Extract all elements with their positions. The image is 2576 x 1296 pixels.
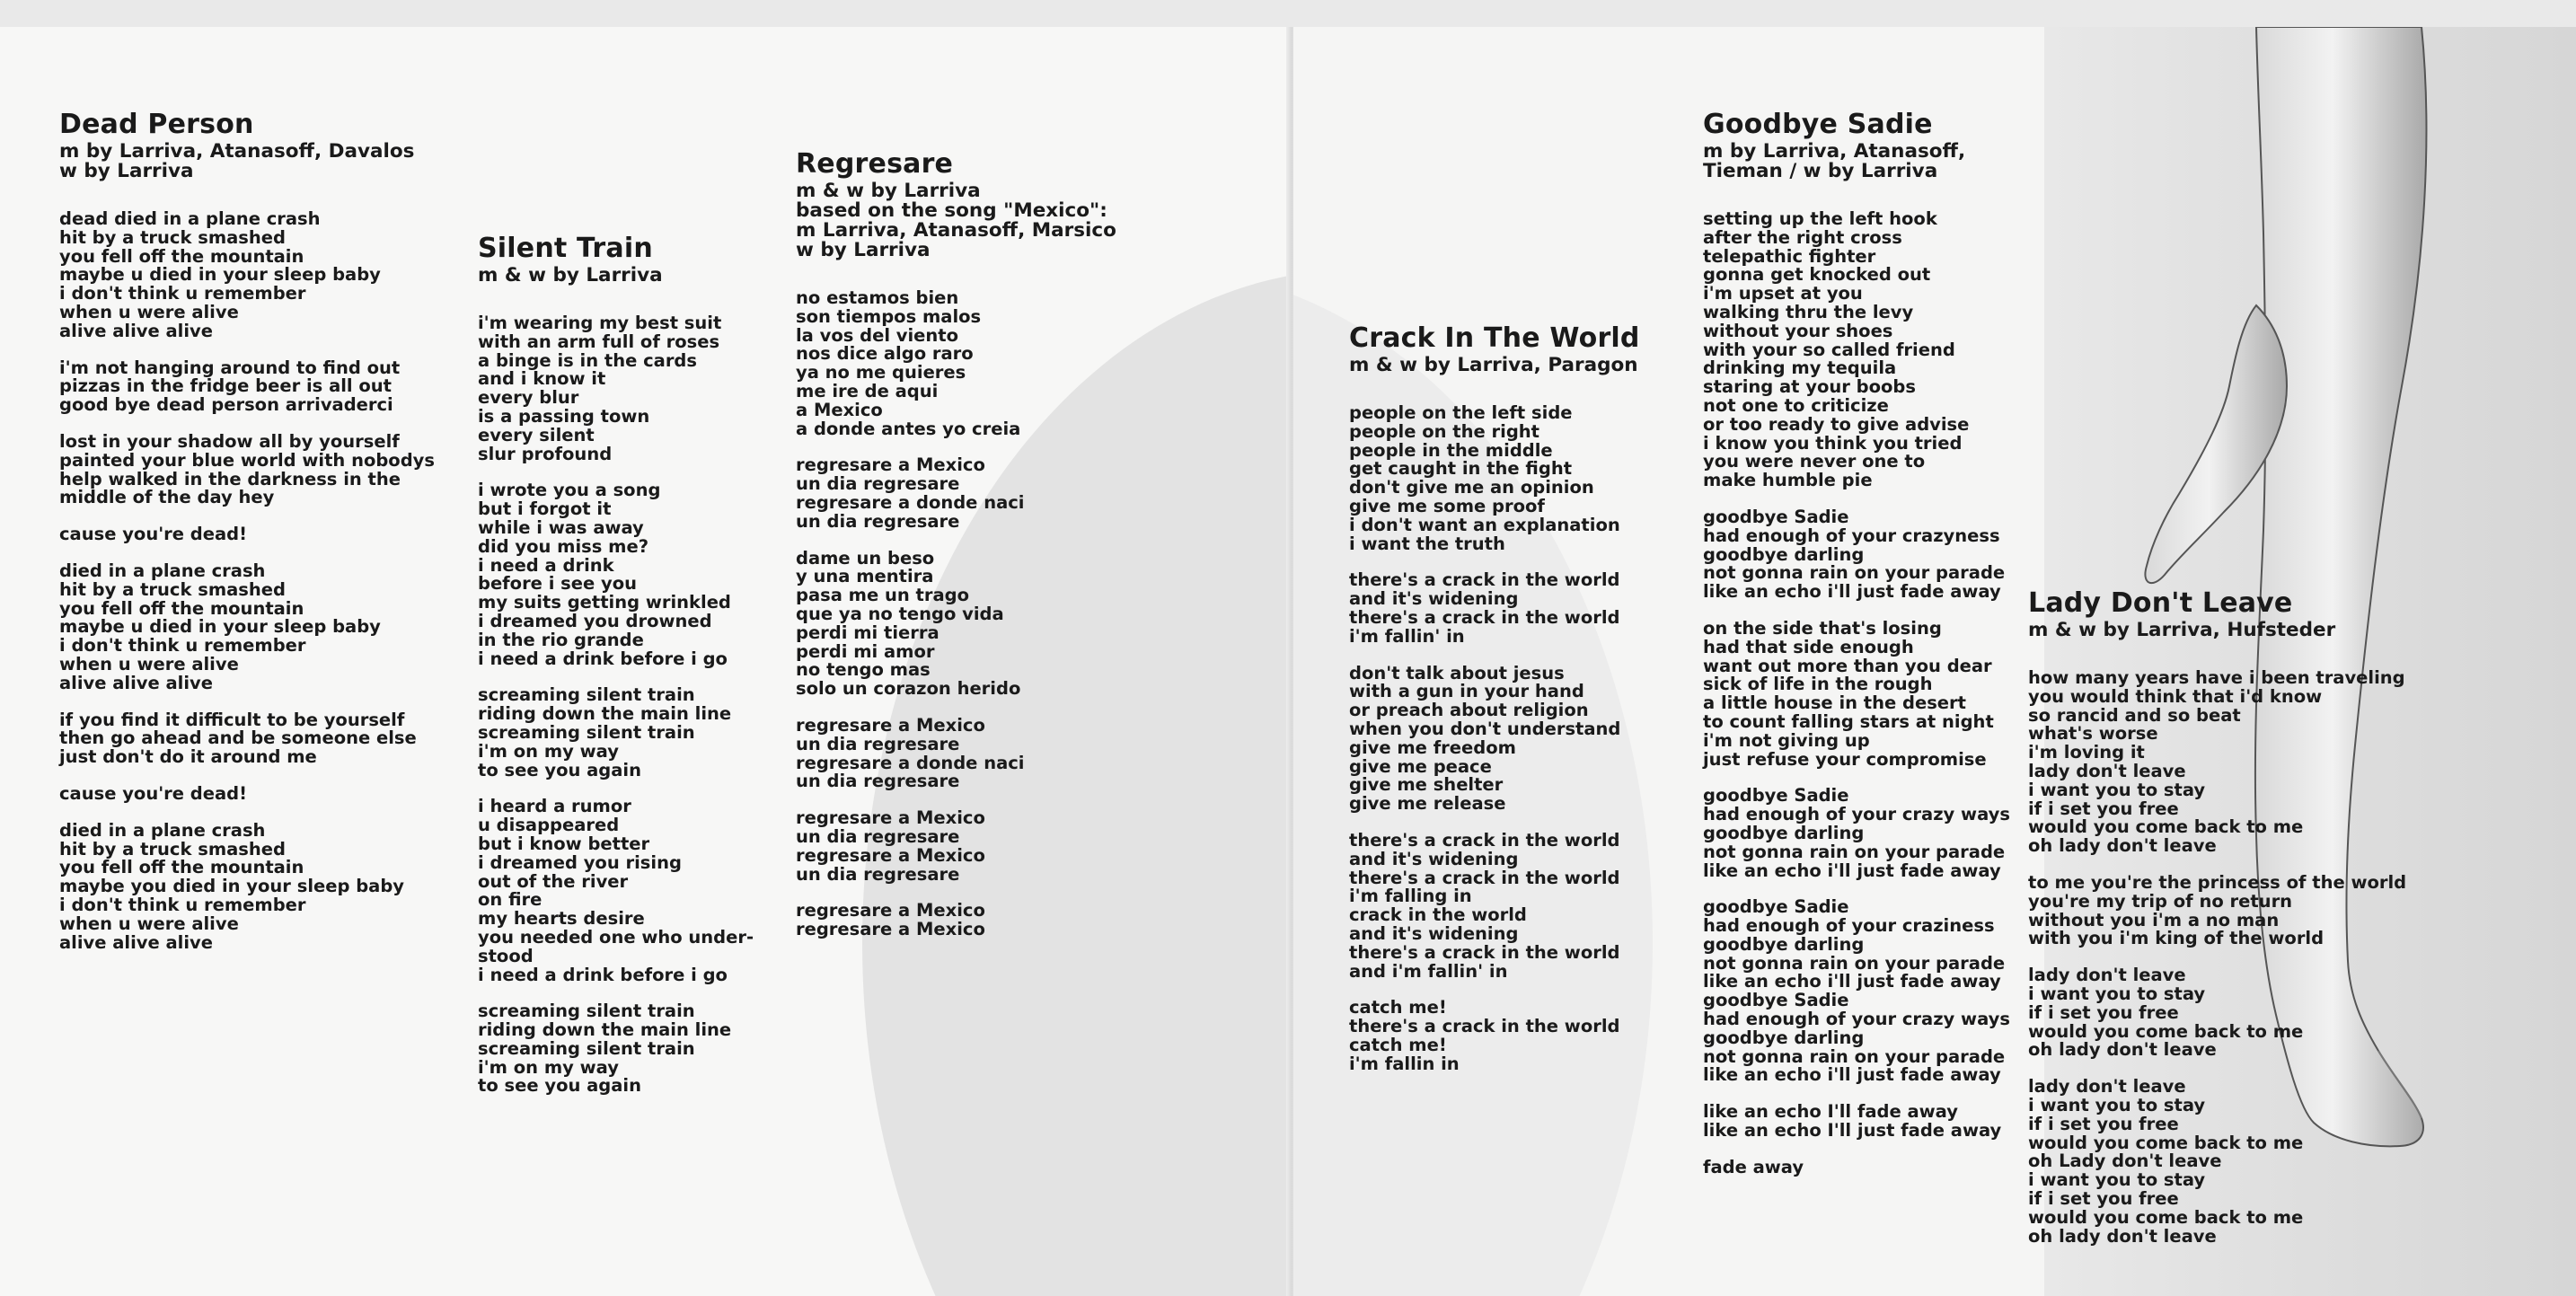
lyrics-stanza: regresare a Mexico un dia regresare regresare a Mexico un dia regresare xyxy=(796,807,985,885)
song-goodbye-sadie xyxy=(1703,110,2080,1177)
lyrics-stanza: cause you're dead! xyxy=(59,524,248,545)
booklet-right-page xyxy=(1293,27,2576,1296)
lyrics-stanza: screaming silent train riding down the main line screaming silent train i'm on my way to see you again xyxy=(478,684,732,780)
lyrics-stanza: to me you're the princess of the world you're my trip of no return without you i'm a no man with you i'm king of the world xyxy=(2028,871,2407,949)
lyrics-stanza: setting up the left hook after the right cross telepathic fighter gonna get knocked out i'm upset at you walking thru the levy without your shoes with your so called friend drinking my tequila staring at your boobs not one to criticize or too ready to give advise i know you think you tried you were never one to make humble pie xyxy=(1703,208,1970,491)
lyrics-stanza: fade away xyxy=(1703,1156,1804,1177)
lyrics-stanza: i heard a rumor u disappeared but i know better i dreamed you rising out of the river on fire my hearts desire you needed one who under- stood i need a drink before i go xyxy=(478,796,754,985)
lyrics-stanza: lost in your shadow all by yourself painted your blue world with nobodys help walked in the darkness in the middle of the day hey xyxy=(59,430,435,508)
song-title: Silent Train xyxy=(478,233,653,264)
lyrics-stanza: like an echo I'll fade away like an echo I'll just fade away xyxy=(1703,1101,2002,1142)
lyrics-stanza: goodbye Sadie had enough of your crazyness goodbye darling not gonna rain on your parade like an echo i'll just fade away xyxy=(1703,506,2006,603)
lyrics-stanza: how many years have i been traveling you would think that i'd know so rancid and so beat what's worse i'm loving it lady don't leave i want you to stay if i set you free would you come back to me oh lady don't leave xyxy=(2028,667,2405,857)
song-dead-person xyxy=(59,110,481,952)
song-title: Lady Don't Leave xyxy=(2028,587,2293,619)
song-credits: m & w by Larriva, Paragon xyxy=(1349,354,1638,376)
lyrics-stanza: goodbye Sadie had enough of your crazy ways goodbye darling not gonna rain on your parade like an echo i'll just fade away xyxy=(1703,785,2010,881)
lyrics-stanza: lady don't leave i want you to stay if i set you free would you come back to me oh Lady don't leave i want you to stay if i set you free would you come back to me oh lady don't leave xyxy=(2028,1076,2304,1247)
lyrics-stanza: regresare a Mexico un dia regresare regresare a donde naci un dia regresare xyxy=(796,454,1025,532)
lyrics-stanza: regresare a Mexico regresare a Mexico xyxy=(796,900,985,940)
lyrics-stanza: goodbye Sadie had enough of your craziness goodbye darling not gonna rain on your parade like an echo i'll just fade away goodbye Sadie had enough of your crazy ways goodbye darling not gonna rain on your parade like an echo i'll just fade away xyxy=(1703,896,2010,1086)
lyrics-stanza: lady don't leave i want you to stay if i set you free would you come back to me oh lady don't leave xyxy=(2028,965,2304,1061)
lyrics-stanza: people on the left side people on the right people in the middle get caught in the fight don't give me an opinion give me some proof i don't want an explanation i want the truth xyxy=(1349,402,1620,554)
lyrics-stanza: i'm not hanging around to find out pizzas in the fridge beer is all out good bye dead person arrivaderci xyxy=(59,357,401,416)
lyrics-stanza: regresare a Mexico un dia regresare regresare a donde naci un dia regresare xyxy=(796,714,1025,792)
song-credits: m by Larriva, Atanasoff, Davalos w by Larriva xyxy=(59,140,415,182)
lyrics-stanza: i'm wearing my best suit with an arm full of roses a binge is in the cards and i know it every blur is a passing town every silent slur profound xyxy=(478,313,722,464)
lyrics-stanza: there's a crack in the world and it's widening there's a crack in the world i'm fallin' in xyxy=(1349,569,1620,647)
lyrics-stanza: dead died in a plane crash hit by a truck smashed you fell off the mountain maybe u died in your sleep baby i don't think u remember when u were alive alive alive alive xyxy=(59,208,381,341)
song-title: Crack In The World xyxy=(1349,322,1640,354)
song-credits: m & w by Larriva xyxy=(478,264,663,287)
song-regresare xyxy=(796,149,1173,939)
lyrics-stanza: if you find it difficult to be yourself then go ahead and be someone else just don't do it around me xyxy=(59,709,417,768)
booklet-left-page xyxy=(0,27,1290,1296)
lyrics-stanza: no estamos bien son tiempos malos la vos del viento nos dice algo raro ya no me quieres me ire de aqui a Mexico a donde antes yo creia xyxy=(796,287,1021,439)
song-credits: m by Larriva, Atanasoff, Tieman / w by Larriva xyxy=(1703,140,1966,182)
song-lady-dont-leave xyxy=(2028,588,2459,1246)
song-credits: m & w by Larriva, Hufsteder xyxy=(2028,619,2336,641)
song-title: Regresare xyxy=(796,148,954,180)
song-credits: m & w by Larriva based on the song "Mexico": m Larriva, Atanasoff, Marsico w by Larriva xyxy=(796,180,1116,261)
lyrics-stanza: screaming silent train riding down the main line screaming silent train i'm on my way to see you again xyxy=(478,1001,732,1097)
lyrics-stanza: catch me! there's a crack in the world catch me! i'm fallin in xyxy=(1349,997,1620,1074)
lyrics-stanza: died in a plane crash hit by a truck smashed you fell off the mountain maybe u died in your sleep baby i don't think u remember when u were alive alive alive alive xyxy=(59,560,381,693)
song-silent-train xyxy=(478,234,783,1096)
song-crack-in-the-world xyxy=(1349,323,1726,1074)
lyrics-stanza: i wrote you a song but i forgot it while i was away did you miss me? i need a drink before i see you my suits getting wrinkled i dreamed you drowned in the rio grande i need a drink before i go xyxy=(478,480,731,669)
lyrics-stanza: on the side that's losing had that side enough want out more than you dear sick of life in the rough a little house in the desert to count falling stars at night i'm not giving up just refuse your compromise xyxy=(1703,617,1994,770)
lyrics-stanza: cause you're dead! xyxy=(59,782,248,804)
song-title: Dead Person xyxy=(59,109,254,140)
song-title: Goodbye Sadie xyxy=(1703,109,1933,140)
lyrics-stanza: there's a crack in the world and it's widening there's a crack in the world i'm falling in crack in the world and it's widening there's a crack in the world and i'm fallin' in xyxy=(1349,829,1620,982)
lyrics-stanza: don't talk about jesus with a gun in your hand or preach about religion when you don't understand give me freedom give me peace give me shelter give me release xyxy=(1349,662,1621,815)
lyrics-stanza: died in a plane crash hit by a truck smashed you fell off the mountain maybe you died in your sleep baby i don't think u remember when u were alive alive alive alive xyxy=(59,819,404,953)
lyrics-stanza: dame un beso y una mentira pasa me un trago que ya no tengo vida perdi mi tierra perdi mi amor no tengo mas solo un corazon herido xyxy=(796,547,1021,700)
